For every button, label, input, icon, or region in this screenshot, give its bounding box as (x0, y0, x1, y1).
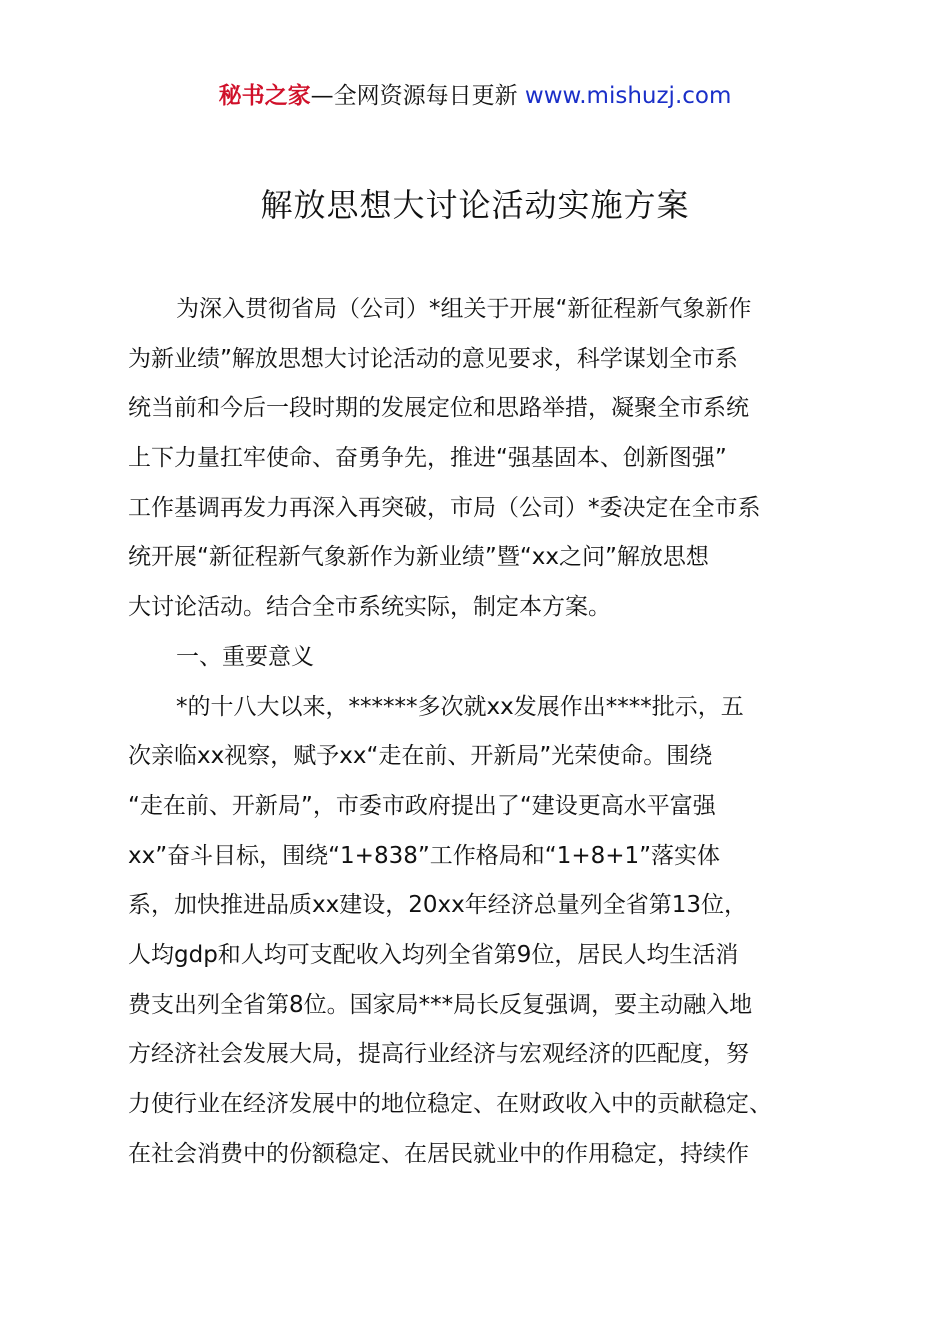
site-header (0, 78, 950, 114)
body-line: “走在前、开新局”，市委市政府提出了“建设更高水平富强 (128, 792, 716, 819)
body-line: 为深入贯彻省局（公司）*组关于开展“新征程新气象新作 (176, 296, 752, 322)
body-line: 方经济社会发展大局，提高行业经济与宏观经济的匹配度，努 (128, 1041, 749, 1068)
body-line: 统开展“新征程新气象新作为新业绩”暨“xx之问”解放思想 (128, 544, 709, 571)
body-line: 在社会消费中的份额稳定、在居民就业中的作用稳定，持续作 (128, 1140, 749, 1167)
body-line: 大讨论活动。结合全市系统实际，制定本方案。 (128, 594, 611, 621)
body-line: 人均gdp和人均可支配收入均列全省第9位，居民人均生活消 (128, 941, 739, 968)
body-line: 上下力量扛牢使命、奋勇争先，推进“强基固本、创新图强” (128, 445, 727, 472)
body-line: 费支出列全省第8位。国家局***局长反复强调，要主动融入地 (128, 991, 753, 1018)
body-line: 系，加快推进品质xx建设，20xx年经济总量列全省第13位， (128, 892, 747, 919)
body-line: 力使行业在经济发展中的地位稳定、在财政收入中的贡献稳定、 (128, 1091, 772, 1117)
header-tagline: —全网资源每日更新 (310, 83, 525, 109)
document-title: 解放思想大讨论活动实施方案 (260, 186, 690, 224)
brand-name: 秘书之家 (218, 83, 311, 109)
site-url-link[interactable]: www.mishuzj.com (524, 83, 732, 109)
section-heading: 一、重要意义 (176, 643, 314, 670)
body-line: 为新业绩”解放思想大讨论活动的意见要求，科学谋划全市系 (128, 345, 738, 372)
body-line: 次亲临xx视察，赋予xx“走在前、开新局”光荣使命。围绕 (128, 743, 713, 770)
document-body (128, 285, 838, 1179)
body-line: 工作基调再发力再深入再突破，市局（公司）*委决定在全市系 (128, 494, 761, 521)
body-line: *的十八大以来，******多次就xx发展作出****批示，五 (176, 693, 744, 720)
body-line: xx”奋斗目标，围绕“1+838”工作格局和“1+8+1”落实体 (128, 842, 721, 869)
body-line: 统当前和今后一段时期的发展定位和思路举措，凝聚全市系统 (128, 395, 749, 422)
